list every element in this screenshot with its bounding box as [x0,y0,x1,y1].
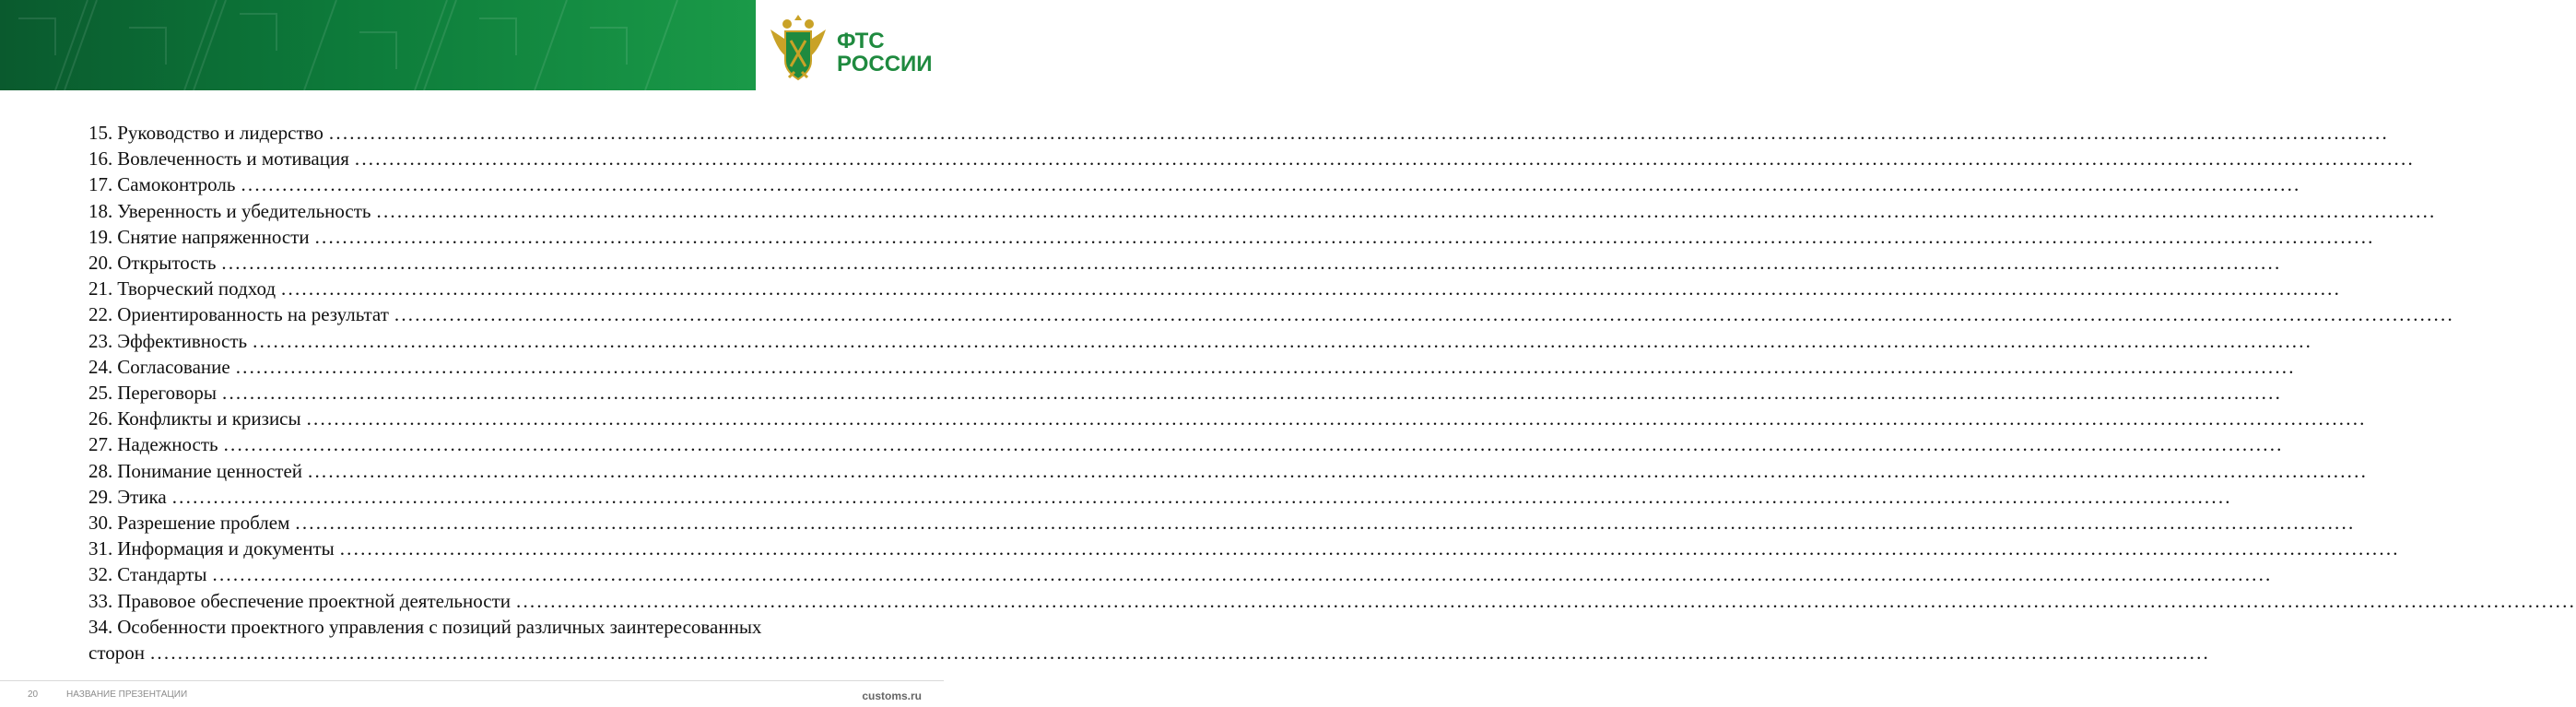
list-item [88,510,2356,536]
item-number: 32. [88,563,113,586]
list-item [88,561,2273,587]
item-number: 33. [88,589,113,612]
list-item [88,120,2389,146]
item-number: 28. [88,459,113,482]
item-number: 31. [88,537,113,560]
list-item [88,380,2283,406]
item-label: Понимание ценностей [117,459,303,482]
list-item [88,198,2437,224]
competency-list [88,120,2576,666]
item-number: 26. [88,407,113,430]
dot-leader: ............................................................................................................................................................................................................................................................................................................ [328,122,2389,144]
item-label: Ориентированность на результат [117,303,389,326]
dot-leader: ............................................................................................................................................................................................................................................................................................................ [222,382,2283,405]
list-item [88,484,2232,510]
dot-leader: ............................................................................................................................................................................................................................................................................................................ [308,459,2369,482]
item-number: 25. [88,382,113,405]
list-item [88,301,2454,327]
dot-leader: ............................................................................................................................................................................................................................................................................................................ [354,147,2415,171]
list-item [88,276,2342,301]
item-number: 21. [88,277,113,300]
item-number: 29. [88,485,113,508]
dot-leader: ............................................................................................................................................................................................................................................................................................................ [295,512,2356,535]
dot-leader: ............................................................................................................................................................................................................................................................................................................ [223,433,2284,456]
item-label: Творческий подход [117,277,276,300]
item-number: 23. [88,329,113,352]
item-label: Снятие напряженности [117,225,310,248]
list-item [88,354,2296,380]
dot-leader: ............................................................................................................................................................................................................................................................................................................ [314,225,2375,248]
item-label-continuation: сторон [88,642,145,665]
item-number: 34. [88,615,113,638]
dot-leader: ............................................................................................................................................................................................................................................................................................................ [171,485,2232,508]
list-item [88,458,2369,484]
item-label: Уверенность и убедительность [117,199,371,222]
list-item [88,250,2282,276]
logo-text-line2: РОССИИ [837,52,933,77]
item-label: Конфликты и кризисы [117,407,301,430]
item-label: Особенности проектного управления с позиций различных заинтересованных [117,615,762,638]
list-item [88,588,2576,614]
item-label: Правовое обеспечение проектной деятельности [117,589,512,612]
header-pattern [0,0,756,90]
dot-leader: ............................................................................................................................................................................................................................................................................................................ [149,642,2210,665]
dot-leader: ............................................................................................................................................................................................................................................................................................................ [221,252,2282,275]
item-number: 30. [88,512,113,535]
site-link[interactable]: customs.ru [862,689,922,702]
item-number: 22. [88,303,113,326]
item-label: Вовлеченность и мотивация [117,147,349,171]
item-number: 20. [88,252,113,275]
dot-leader: ............................................................................................................................................................................................................................................................................................................ [235,355,2296,378]
list-item [88,171,2301,197]
item-label: Этика [117,485,167,508]
footer-divider [0,680,944,681]
item-label: Разрешение проблем [117,512,290,535]
item-label: Согласование [117,355,230,378]
dot-leader: ............................................................................................................................................................................................................................................................................................................ [376,199,2437,222]
double-headed-eagle-emblem-icon [767,9,829,83]
item-label: Руководство и лидерство [117,122,323,144]
dot-leader: ............................................................................................................................................................................................................................................................................................................ [241,173,2301,196]
item-number: 24. [88,355,113,378]
item-label: Надежность [117,433,218,456]
logo-text [837,29,933,76]
list-item [88,328,2313,354]
item-label: Самоконтроль [117,173,236,196]
logo-text-line1: ФТС [837,29,885,53]
dot-leader: ............................................................................................................................................................................................................................................................................................................ [394,303,2454,326]
list-item [88,146,2415,171]
dot-leader: ............................................................................................................................................................................................................................................................................................................ [339,537,2400,560]
fts-logo [756,0,944,90]
item-number: 18. [88,199,113,222]
item-label: Стандарты [117,563,207,586]
list-item [88,536,2400,561]
presentation-title: НАЗВАНИЕ ПРЕЗЕНТАЦИИ [66,689,188,700]
item-label: Эффективность [117,329,248,352]
dot-leader: ............................................................................................................................................................................................................................................................................................................ [253,329,2313,352]
header-banner [0,0,756,90]
item-label: Информация и документы [117,537,335,560]
dot-leader: ............................................................................................................................................................................................................................................................................................................ [281,277,2342,300]
dot-leader: ............................................................................................................................................................................................................................................................................................................ [306,407,2367,430]
list-item [88,406,2367,431]
dot-leader: ............................................................................................................................................................................................................................................................................................................ [212,563,2273,586]
list-item [88,224,2375,250]
item-number: 16. [88,147,113,171]
item-number: 15. [88,122,113,144]
dot-leader: ............................................................................................................................................................................................................................................................................................................ [516,589,2576,612]
item-number: 19. [88,225,113,248]
item-label: Переговоры [117,382,218,405]
list-item [88,614,2210,666]
item-number: 17. [88,173,113,196]
list-item [88,431,2284,457]
page-number: 20 [28,689,39,700]
item-number: 27. [88,433,113,456]
item-label: Открытость [117,252,217,275]
